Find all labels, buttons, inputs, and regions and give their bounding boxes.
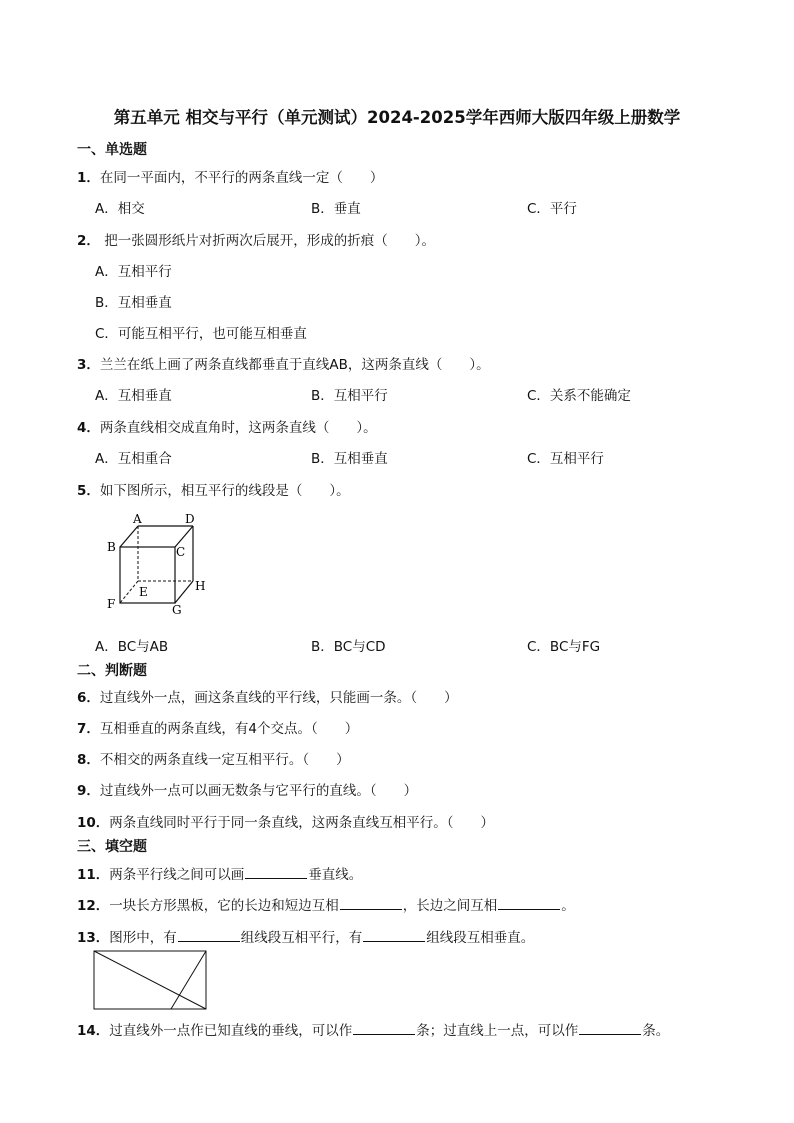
option-b: B．互相垂直 (95, 295, 172, 311)
question-11 (77, 863, 362, 883)
option-b: B．互相平行 (311, 388, 388, 404)
question-9 (77, 779, 417, 799)
question-7 (77, 717, 358, 737)
question-number: 11． (77, 867, 110, 883)
question-14 (77, 1019, 669, 1039)
question-text: 在同一平面内，不平行的两条直线一定（ ） (99, 170, 384, 186)
question-text: 兰兰在纸上画了两条直线都垂直于直线AB，这两条直线（ ）。 (99, 357, 490, 373)
label-H: H (195, 579, 206, 593)
question-text: 条。 (642, 1023, 670, 1039)
question-number: 2． (77, 233, 100, 249)
question-8 (77, 748, 350, 768)
question-number: 5． (77, 483, 100, 499)
section-heading-single-choice: 一、单选题 (77, 142, 147, 158)
option-b: B．BC与CD (311, 639, 386, 655)
answer-blank[interactable] (353, 1022, 415, 1035)
question-number: 8． (77, 752, 100, 768)
question-1 (77, 166, 383, 186)
option-b: B．互相垂直 (311, 451, 388, 467)
label-E: E (139, 585, 148, 599)
answer-blank[interactable] (579, 1022, 641, 1035)
question-text: 过直线外一点，画这条直线的平行线，只能画一条。（ ） (99, 690, 458, 706)
question-text: 组线段互相平行，有 (240, 930, 363, 946)
label-G: G (172, 603, 182, 616)
answer-blank[interactable] (363, 929, 425, 942)
page-title: 第五单元 相交与平行（单元测试）2024-2025学年西师大版四年级上册数学 (113, 108, 681, 127)
option-c: C．平行 (527, 201, 577, 217)
question-text: 组线段互相垂直。 (426, 930, 535, 946)
option-c: C．BC与FG (527, 639, 601, 655)
question-number: 12． (77, 898, 110, 914)
edge-HG (175, 581, 193, 603)
question-text: 条；过直线上一点，可以作 (416, 1023, 579, 1039)
option-c: C．可能互相平行，也可能互相垂直 (95, 326, 307, 342)
label-D: D (185, 512, 195, 526)
question-text: 过直线外一点可以画无数条与它平行的直线。（ ） (99, 783, 418, 799)
question-12 (77, 894, 575, 914)
question-text: ，长边之间互相 (402, 898, 498, 914)
option-a: A．BC与AB (95, 639, 169, 655)
option-a: A．互相平行 (95, 264, 172, 280)
diagonal-segment (94, 951, 206, 1009)
question-13 (77, 926, 534, 946)
option-a: A．互相垂直 (95, 388, 172, 404)
option-a: A．相交 (95, 201, 145, 217)
question-number: 9． (77, 783, 100, 799)
question-text: 一块长方形黑板，它的长边和短边互相 (109, 898, 339, 914)
question-number: 13． (77, 930, 110, 946)
label-C: C (176, 545, 186, 559)
question-number: 7． (77, 721, 100, 737)
edge-AB (120, 526, 138, 547)
option-b: B．垂直 (311, 201, 361, 217)
question-number: 3． (77, 357, 100, 373)
question-number: 1． (77, 170, 100, 186)
question-3 (77, 353, 490, 373)
section-heading-true-false: 二、判断题 (77, 663, 147, 679)
question-text: 。 (561, 898, 575, 914)
question-2 (77, 229, 435, 249)
label-B: B (107, 540, 116, 554)
label-F: F (107, 597, 116, 611)
answer-blank[interactable] (245, 866, 307, 879)
question-text: 两条平行线之间可以画 (109, 867, 245, 883)
question-5 (77, 479, 350, 499)
question-text: 两条直线相交成直角时，这两条直线（ ）。 (99, 420, 377, 436)
question-10 (77, 811, 494, 831)
option-c: C．互相平行 (527, 451, 604, 467)
answer-blank[interactable] (340, 897, 402, 910)
question-number: 6． (77, 690, 100, 706)
question-4 (77, 416, 377, 436)
question-text: 把一张圆形纸片对折两次后展开，形成的折痕（ ）。 (99, 233, 435, 249)
question-text: 互相垂直的两条直线，有4个交点。（ ） (99, 721, 359, 737)
option-c: C．关系不能确定 (527, 388, 631, 404)
answer-blank[interactable] (498, 897, 560, 910)
question-text: 两条直线同时平行于同一条直线，这两条直线互相平行。（ ） (109, 815, 495, 831)
edge-DC (175, 526, 193, 547)
question-6 (77, 686, 458, 706)
question-text: 垂直线。 (308, 867, 363, 883)
answer-blank[interactable] (178, 929, 240, 942)
question-number: 4． (77, 420, 100, 436)
edge-EF (120, 581, 138, 603)
label-A: A (133, 512, 142, 526)
option-a: A．互相重合 (95, 451, 172, 467)
question-text: 图形中，有 (109, 930, 177, 946)
question-text: 如下图所示，相互平行的线段是（ ）。 (99, 483, 350, 499)
cube-figure (100, 510, 215, 616)
rectangle-figure (93, 950, 210, 1012)
question-text: 不相交的两条直线一定互相平行。（ ） (99, 752, 350, 768)
question-number: 10． (77, 815, 110, 831)
question-text: 过直线外一点作已知直线的垂线，可以作 (109, 1023, 353, 1039)
question-number: 14． (77, 1023, 110, 1039)
section-heading-fill-in: 三、填空题 (77, 839, 147, 855)
